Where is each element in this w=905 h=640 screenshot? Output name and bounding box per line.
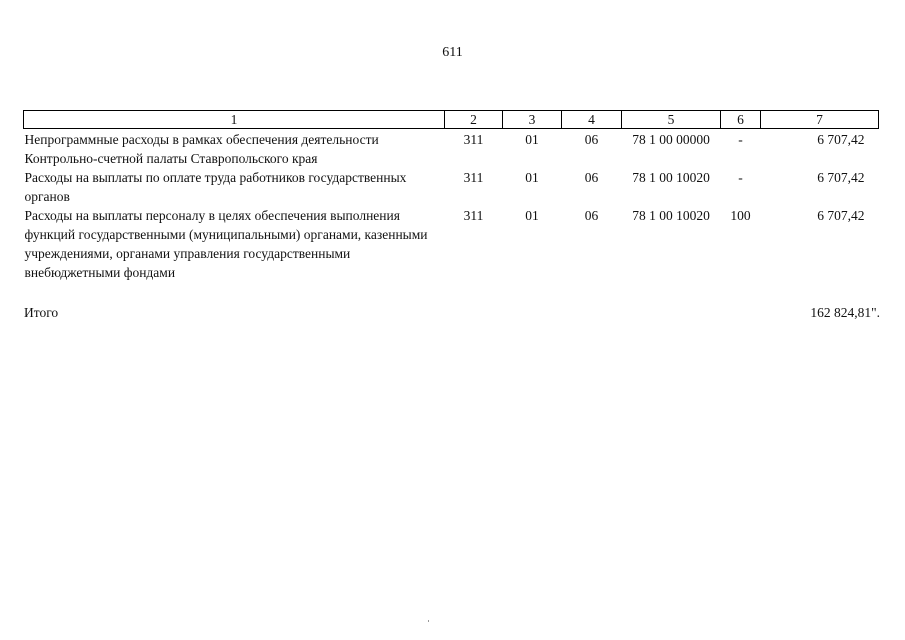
row-section: 01 (525, 208, 539, 223)
column-header: 2 (445, 111, 503, 129)
total-value: 162 824,81". (810, 305, 880, 320)
table-row (24, 168, 879, 206)
row-amount: 6 707,42 (817, 132, 865, 147)
row-subsection: 06 (584, 132, 599, 147)
row-ministry-code: 311 (463, 208, 484, 223)
row-expense-type: - (738, 170, 743, 185)
column-header: 4 (562, 111, 622, 129)
column-header: 7 (761, 111, 879, 129)
column-header: 1 (24, 111, 445, 129)
total-label: Итого (24, 305, 59, 320)
row-ministry-code: 311 (463, 132, 484, 147)
column-header: 6 (721, 111, 761, 129)
row-target-article: 78 1 00 10020 (632, 170, 710, 185)
row-amount: 6 707,42 (817, 170, 865, 185)
row-name: Расходы на выплаты персоналу в целях обеспечения выполнения функций государственными (муниципальными) органами, казенными учреждениями, органами управления государственными внебюджетными фондами (24, 208, 428, 280)
row-section: 01 (525, 132, 539, 147)
budget-table (23, 110, 879, 282)
table-row (24, 129, 879, 169)
row-name: Непрограммные расходы в рамках обеспечения деятельности Контрольно-счетной палаты Ставропольского края (24, 132, 379, 166)
row-section: 01 (525, 170, 539, 185)
row-target-article: 78 1 00 00000 (632, 132, 710, 147)
row-expense-type: 100 (730, 208, 751, 223)
table-row (24, 206, 879, 282)
page-number: 611 (442, 45, 463, 60)
row-amount: 6 707,42 (817, 208, 865, 223)
scan-speck (428, 620, 429, 622)
row-subsection: 06 (584, 208, 599, 223)
row-ministry-code: 311 (463, 170, 484, 185)
column-header: 3 (503, 111, 562, 129)
row-target-article: 78 1 00 10020 (632, 208, 710, 223)
column-header: 5 (622, 111, 721, 129)
table-header-row (24, 111, 879, 129)
row-name: Расходы на выплаты по оплате труда работников государственных органов (24, 170, 407, 204)
row-subsection: 06 (584, 170, 599, 185)
row-expense-type: - (738, 132, 743, 147)
